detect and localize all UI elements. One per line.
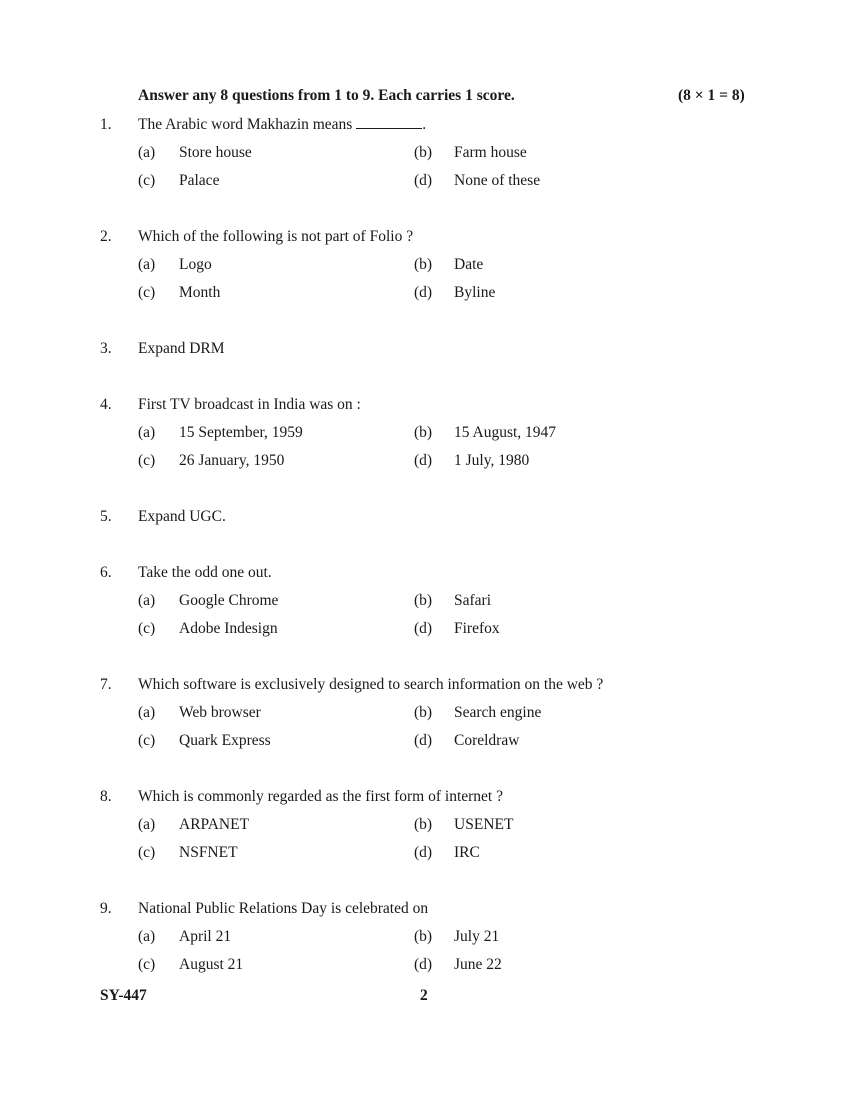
option-text: Store house	[179, 144, 252, 161]
option-text: 1 July, 1980	[454, 452, 530, 469]
option-text: Safari	[454, 592, 492, 609]
option-label: (d)	[414, 284, 433, 301]
option-label: (a)	[138, 704, 156, 721]
question-text: First TV broadcast in India was on :	[138, 396, 361, 413]
score-text: (8 × 1 = 8)	[678, 87, 745, 104]
option-text: IRC	[454, 844, 480, 861]
question-text: Which software is exclusively designed to search information on the web ?	[138, 676, 604, 693]
option-text: NSFNET	[179, 844, 238, 861]
option-label: (d)	[414, 620, 433, 637]
option-label: (b)	[414, 592, 433, 609]
question-text: Which of the following is not part of Folio ?	[138, 228, 414, 245]
option-text: June 22	[454, 956, 502, 973]
question-number: 1.	[100, 116, 112, 133]
option-label: (c)	[138, 844, 156, 861]
option-text: 26 January, 1950	[179, 452, 285, 469]
option-text: Date	[454, 256, 484, 273]
question-number: 3.	[100, 340, 112, 357]
option-text: 15 August, 1947	[454, 424, 557, 441]
page-number: 2	[420, 987, 428, 1004]
question-text: National Public Relations Day is celebrated on	[138, 900, 429, 917]
option-text: Quark Express	[179, 732, 271, 749]
option-label: (a)	[138, 256, 156, 273]
option-text: August 21	[179, 956, 244, 973]
option-label: (b)	[414, 424, 433, 441]
option-text: Logo	[179, 256, 212, 273]
option-label: (b)	[414, 928, 433, 945]
option-label: (b)	[414, 816, 433, 833]
option-text: Month	[179, 284, 221, 301]
question-number: 9.	[100, 900, 112, 917]
question-number: 4.	[100, 396, 112, 413]
question-number: 7.	[100, 676, 112, 693]
option-text: Google Chrome	[179, 592, 279, 609]
instruction-text: Answer any 8 questions from 1 to 9. Each carries 1 score.	[138, 87, 515, 104]
option-text: Palace	[179, 172, 220, 189]
question-text: Which is commonly regarded as the first form of internet ?	[138, 788, 503, 805]
question-text: Take the odd one out.	[138, 564, 272, 581]
option-text: Search engine	[454, 704, 542, 721]
option-text: April 21	[179, 928, 232, 945]
option-text: Coreldraw	[454, 732, 520, 749]
answer-blank	[356, 115, 422, 129]
question-text: Expand UGC.	[138, 508, 226, 525]
question-number: 6.	[100, 564, 112, 581]
option-label: (c)	[138, 956, 156, 973]
question-number: 8.	[100, 788, 112, 805]
option-label: (c)	[138, 172, 156, 189]
option-label: (b)	[414, 704, 433, 721]
option-label: (c)	[138, 284, 156, 301]
paper-code: SY-447	[100, 987, 147, 1004]
option-label: (a)	[138, 144, 156, 161]
option-label: (d)	[414, 452, 433, 469]
option-label: (b)	[414, 144, 433, 161]
option-label: (a)	[138, 928, 156, 945]
question-text: The Arabic word Makhazin means .	[138, 116, 427, 133]
option-text: Firefox	[454, 620, 500, 637]
question-number: 2.	[100, 228, 112, 245]
option-text: Adobe Indesign	[179, 620, 278, 637]
option-text: 15 September, 1959	[179, 424, 303, 441]
option-label: (a)	[138, 424, 156, 441]
option-label: (d)	[414, 172, 433, 189]
option-text: ARPANET	[179, 816, 250, 833]
option-label: (d)	[414, 732, 433, 749]
question-number: 5.	[100, 508, 112, 525]
option-text: Web browser	[179, 704, 261, 721]
option-label: (b)	[414, 256, 433, 273]
option-text: July 21	[454, 928, 500, 945]
option-label: (d)	[414, 844, 433, 861]
option-text: Byline	[454, 284, 496, 301]
option-label: (d)	[414, 956, 433, 973]
option-text: None of these	[454, 172, 541, 189]
option-label: (c)	[138, 452, 156, 469]
question-text: Expand DRM	[138, 340, 225, 357]
option-label: (a)	[138, 592, 156, 609]
option-label: (a)	[138, 816, 156, 833]
option-label: (c)	[138, 620, 156, 637]
option-text: USENET	[454, 816, 514, 833]
option-text: Farm house	[454, 144, 527, 161]
option-label: (c)	[138, 732, 156, 749]
